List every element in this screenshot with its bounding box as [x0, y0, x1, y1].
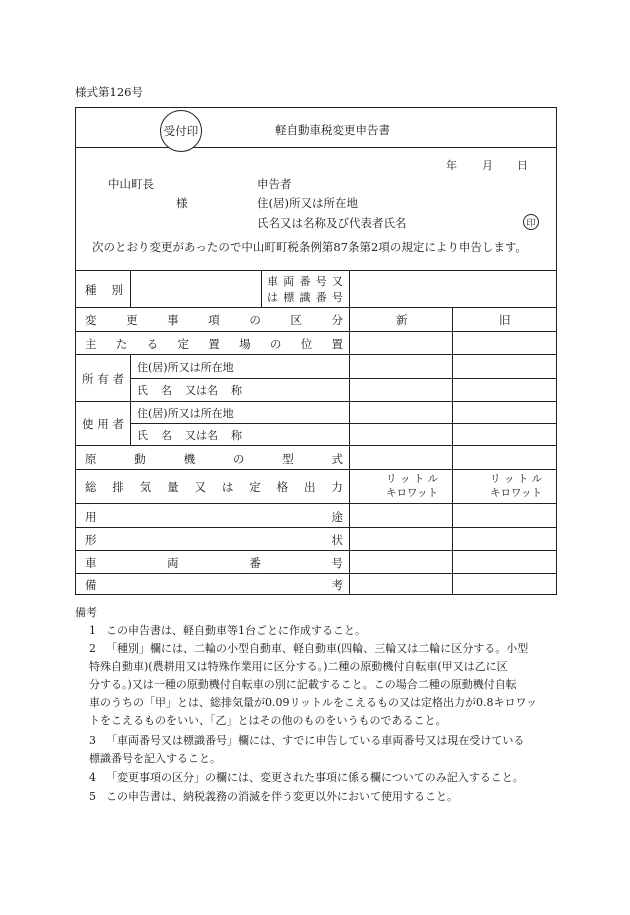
col-line: [130, 270, 131, 307]
char: 項: [208, 313, 220, 327]
seal-mark: [523, 214, 539, 230]
char: 型: [282, 452, 294, 466]
note-line: 「種別」欄には、二輪の小型自動車、軽自動車(四輪、三輪又は二輪に区分する。小型: [106, 642, 529, 655]
char: 又: [194, 480, 206, 494]
col-line: [349, 270, 350, 595]
note-line: 「変更事項の区分」の欄には、変更された事項に係る欄についてのみ記入すること。: [106, 771, 524, 784]
vehicle-number-row-label: [85, 555, 343, 571]
row-line: [75, 445, 557, 446]
notes-heading: 備考: [75, 606, 97, 619]
row-line: [75, 401, 557, 402]
note-number: 2: [89, 642, 96, 655]
char: る: [146, 337, 159, 351]
char: 種: [85, 283, 97, 297]
char: 分: [331, 313, 343, 327]
header-divider: [75, 147, 557, 148]
char: 別: [111, 283, 123, 297]
owner-label: [82, 371, 124, 387]
date-day: 日: [517, 159, 528, 172]
storage-location-label: [85, 336, 343, 352]
char: 使: [82, 417, 94, 431]
displacement-label: [85, 479, 343, 495]
char: 量: [167, 480, 179, 494]
addressee: 中山町長: [108, 177, 154, 191]
note-number: 1: [89, 624, 96, 637]
note-number: 3: [89, 734, 96, 747]
note-line: 分する。)又は一種の原動機付自転車の別に記載すること。この場合二種の原動機付自転: [89, 678, 517, 691]
note-line: 「車両番号又は標識番号」欄には、すでに申告している車両番号又は現在受けている: [106, 734, 525, 747]
char: 位: [300, 337, 313, 351]
engine-model-label: [85, 451, 343, 467]
vehicle-number-label-line2: [267, 289, 343, 305]
change-item-label: [85, 312, 343, 328]
char: 車: [85, 556, 97, 570]
char: 状: [331, 533, 343, 547]
applicant-label: 申告者: [257, 177, 292, 191]
statement-text: 次のとおり変更があったので中山町町税条例第87条第2項の規定により申告します。: [92, 240, 527, 254]
remarks-label: [85, 577, 343, 593]
row-line: [75, 331, 557, 332]
applicant-address-label: 住(居)所又は所在地: [257, 196, 358, 210]
char: の: [232, 452, 245, 466]
char: 識: [299, 291, 311, 304]
char: 用: [97, 417, 109, 431]
note-line: 特殊自動車)(農耕用又は特殊作業用に区分する。)二種の原動機付自転車(甲又は乙に区: [89, 660, 508, 673]
note-number: 4: [89, 771, 96, 784]
char: 又: [332, 275, 343, 288]
char: 又は名: [185, 429, 218, 442]
user-address-label: 住(居)所又は所在地: [137, 407, 234, 420]
owner-name-label: [137, 382, 242, 398]
char: は: [221, 480, 234, 494]
char: 場: [239, 337, 251, 351]
char: 排: [112, 480, 124, 494]
row-line: [75, 469, 557, 470]
char: 置: [331, 337, 343, 351]
unit-kilowatt: キロワット: [490, 487, 542, 499]
char: 原: [85, 452, 97, 466]
char: 途: [331, 510, 343, 524]
char: 総: [85, 480, 97, 494]
row-line: [75, 550, 557, 551]
note-line: この申告書は、軽自動車等1台ごとに作成すること。: [106, 624, 366, 637]
char: 力: [331, 480, 343, 494]
vehicle-number-label-line1: [267, 273, 343, 289]
addressee-honorific: 様: [176, 196, 188, 210]
note-line: トをこえるものをいい、「乙」とはその他のものをいうものであること。: [89, 714, 447, 727]
char: 番: [299, 275, 311, 288]
char: 用: [85, 510, 97, 524]
char: 両: [167, 556, 179, 570]
form-number: 様式第126号: [75, 85, 143, 99]
applicant-name-label: 氏名又は名称及び代表者氏名: [257, 216, 407, 230]
old-unit-label: [490, 472, 542, 500]
char: 変: [85, 313, 97, 327]
char: 車: [267, 275, 278, 288]
page-title: 軽自動車税変更申告書: [275, 123, 390, 137]
row-line: [75, 573, 557, 574]
row-line: [75, 307, 557, 308]
char: 置: [208, 337, 220, 351]
char: 号: [315, 275, 327, 288]
char: た: [115, 337, 128, 351]
row-line: [130, 378, 557, 379]
new-unit-label: [386, 472, 438, 500]
old-column-header: 旧: [499, 313, 511, 327]
char: 機: [183, 452, 196, 466]
char: 又は名: [185, 384, 218, 397]
unit-liter: リ ッ ト ル: [386, 473, 439, 485]
char: 定: [249, 480, 261, 494]
statement-divider: [75, 270, 557, 271]
row-line: [75, 354, 557, 355]
char: 氏: [137, 384, 148, 397]
char: 所: [82, 372, 94, 386]
char: 氏: [137, 429, 148, 442]
col-line: [261, 270, 262, 307]
char: 番: [315, 291, 327, 304]
char: 考: [331, 578, 343, 592]
seal-label: 印: [526, 218, 536, 229]
owner-address-label: 住(居)所又は所在地: [137, 361, 234, 374]
char: 両: [283, 275, 295, 288]
reception-stamp: [160, 110, 202, 152]
kind-label: [85, 282, 123, 298]
char: 称: [231, 384, 242, 397]
unit-liter: リ ッ ト ル: [490, 473, 543, 485]
stamp-label: 受付印: [163, 124, 199, 138]
char: 備: [85, 578, 97, 592]
char: 名: [161, 429, 172, 442]
char: 出: [304, 480, 316, 494]
use-label: [85, 509, 343, 525]
date-year: 年: [446, 159, 457, 172]
char: 形: [85, 533, 97, 547]
char: 標: [283, 291, 295, 304]
new-column-header: 新: [396, 313, 408, 327]
char: 番: [249, 556, 261, 570]
row-line: [75, 527, 557, 528]
char: 動: [134, 452, 146, 466]
char: 者: [112, 417, 124, 431]
char: 号: [332, 291, 343, 304]
col-line: [130, 354, 131, 445]
char: 更: [126, 313, 138, 327]
note-line: 車のうちの「甲」とは、総排気量が0.09リットルをこえるもの又は定格出力が0.8キロワッ: [89, 696, 537, 709]
char: の: [249, 313, 261, 327]
char: 式: [331, 452, 343, 466]
unit-kilowatt: キロワット: [386, 487, 438, 499]
char: 者: [112, 372, 124, 386]
note-line: 標識番号を記入すること。: [89, 752, 221, 765]
user-label: [82, 416, 124, 432]
char: 有: [97, 372, 109, 386]
note-line: この申告書は、納税義務の消滅を伴う変更以外において使用すること。: [106, 790, 458, 803]
row-line: [130, 423, 557, 424]
note-number: 5: [89, 790, 96, 803]
char: 号: [331, 556, 343, 570]
col-line: [452, 307, 453, 595]
shape-label: [85, 532, 343, 548]
char: 定: [177, 337, 189, 351]
row-line: [75, 503, 557, 504]
user-name-label: [137, 427, 242, 443]
char: 称: [231, 429, 242, 442]
char: 区: [290, 313, 302, 327]
char: は: [267, 291, 278, 304]
char: 主: [85, 337, 97, 351]
char: 名: [161, 384, 172, 397]
char: 事: [167, 313, 179, 327]
char: 気: [139, 480, 152, 494]
char: 格: [276, 480, 289, 494]
char: の: [269, 337, 282, 351]
date-month: 月: [482, 159, 493, 172]
